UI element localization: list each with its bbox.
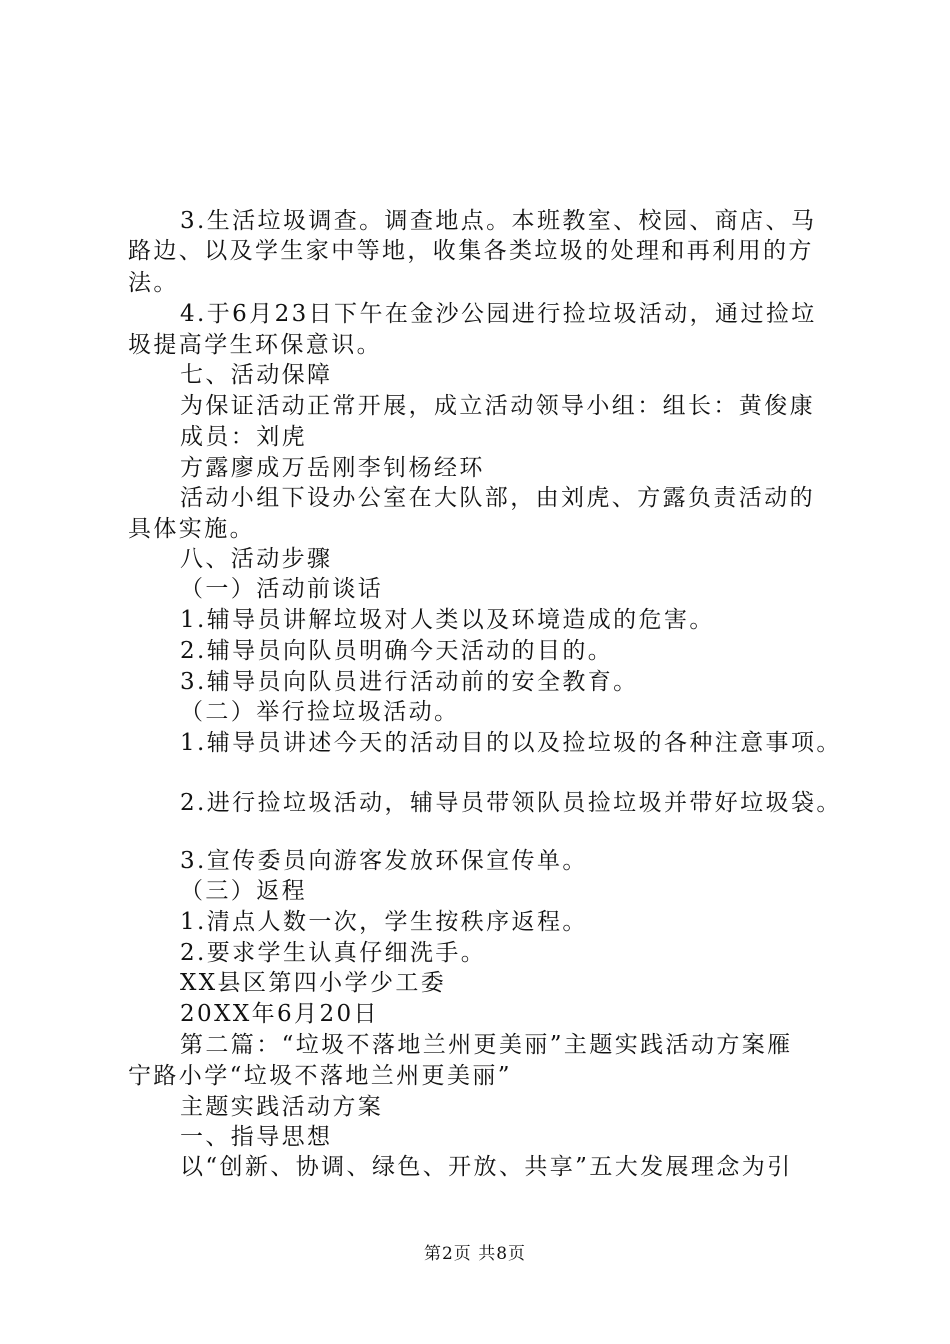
text-line: 路边、以及学生家中等地，收集各类垃圾的处理和再利用的方 [128, 238, 814, 264]
text-line: 1.辅导员讲述今天的活动目的以及捡垃圾的各种注意事项。 [180, 730, 842, 756]
text-line: 3.生活垃圾调查。调查地点。本班教室、校园、商店、马 [180, 208, 817, 234]
text-line: 3.宣传委员向游客发放环保宣传单。 [180, 848, 588, 874]
text-line: 方露廖成万岳刚李钊杨经环 [180, 455, 485, 481]
chapter-title-cont: 宁路小学“垃圾不落地兰州更美丽” [128, 1063, 512, 1089]
section-heading: 七、活动保障 [180, 362, 333, 388]
sub-heading: （三）返程 [180, 878, 307, 904]
text-line: 4.于6月23日下午在金沙公园进行捡垃圾活动，通过捡垃 [180, 301, 817, 327]
sub-heading: （二）举行捡垃圾活动。 [180, 699, 460, 725]
text-line: 具体实施。 [128, 516, 255, 542]
section-heading: 一、指导思想 [180, 1124, 333, 1150]
sub-heading: （一）活动前谈话 [180, 576, 384, 602]
text-line: 活动小组下设办公室在大队部，由刘虎、方露负责活动的 [180, 485, 815, 511]
chapter-title: 第二篇：“垃圾不落地兰州更美丽”主题实践活动方案雁 [180, 1032, 793, 1058]
text-line: 主题实践活动方案 [180, 1094, 384, 1120]
text-line: 1.辅导员讲解垃圾对人类以及环境造成的危害。 [180, 607, 715, 633]
signature-org: XX县区第四小学少工委 [180, 970, 447, 996]
text-line: 成员：刘虎 [180, 424, 307, 450]
text-line: 2.要求学生认真仔细洗手。 [180, 940, 487, 966]
text-line: 2.进行捡垃圾活动，辅导员带领队员捡垃圾并带好垃圾袋。 [180, 790, 842, 816]
text-line: 以“创新、协调、绿色、开放、共享”五大发展理念为引 [180, 1154, 793, 1180]
page-footer: 第2页 共8页 [423, 1244, 527, 1264]
section-heading: 八、活动步骤 [180, 546, 333, 572]
text-line: 3.辅导员向队员进行活动前的安全教育。 [180, 669, 639, 695]
text-line: 1.清点人数一次，学生按秩序返程。 [180, 909, 588, 935]
text-line: 圾提高学生环保意识。 [128, 332, 382, 358]
text-line: 为保证活动正常开展，成立活动领导小组：组长：黄俊康 [180, 393, 815, 419]
text-line: 法。 [128, 270, 179, 296]
text-line: 2.辅导员向队员明确今天活动的目的。 [180, 638, 614, 664]
signature-date: 20XX年6月20日 [180, 1001, 379, 1027]
